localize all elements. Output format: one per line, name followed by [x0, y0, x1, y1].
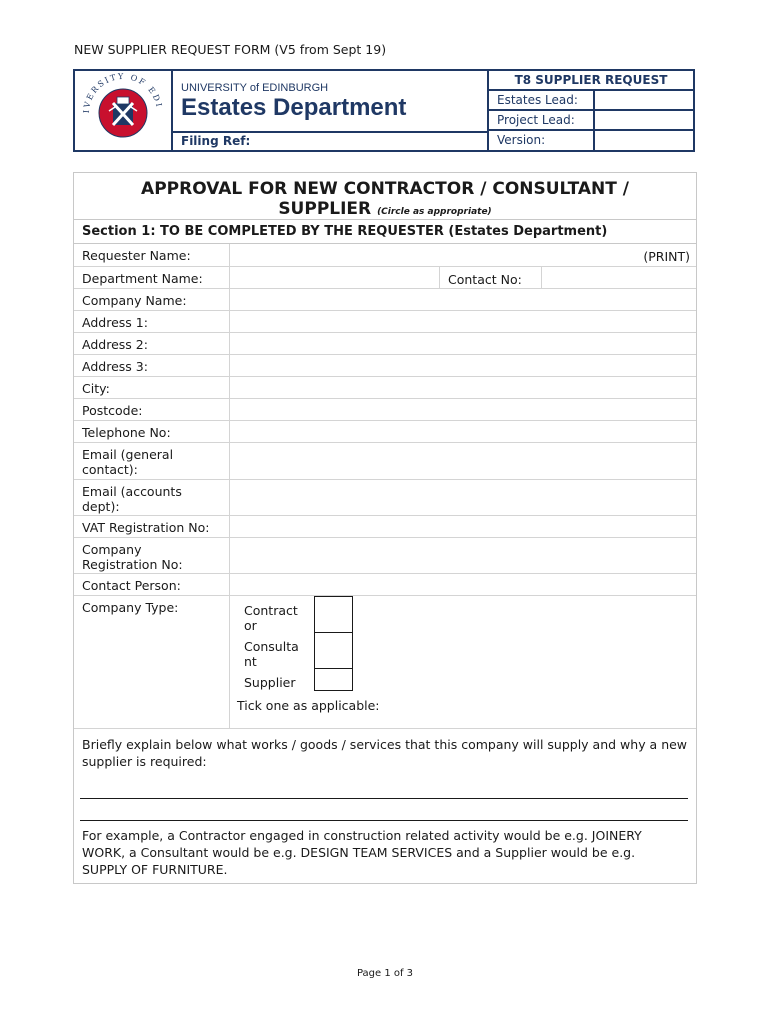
row-telephone — [74, 421, 696, 443]
row-postcode — [74, 399, 696, 421]
row-requester-name — [74, 244, 696, 267]
city-label: City: — [82, 381, 110, 396]
vat-label: VAT Registration No: — [82, 520, 210, 535]
row-department-name — [74, 267, 696, 289]
row-address-2 — [74, 333, 696, 355]
company-type-label: Company Type: — [82, 600, 179, 615]
type-contractor-label: Contract or — [244, 603, 298, 633]
telephone-label: Telephone No: — [82, 425, 171, 440]
header-right — [487, 71, 693, 150]
tick-note: Tick one as applicable: — [237, 698, 380, 713]
example-text: For example, a Contractor engaged in construction related activity would be e.g. JOINERY WORK, a Consultant would be e.g. DESIGN TEAM SERVICES and a Supplier would be e.g. SUPPLY OF FURNITURE. — [82, 828, 642, 877]
row-email-accounts — [74, 480, 696, 516]
type-consultant-label: Consulta nt — [244, 639, 299, 669]
university-logo — [75, 71, 173, 150]
address1-label: Address 1: — [82, 315, 148, 330]
section1-heading: Section 1: TO BE COMPLETED BY THE REQUESTER (Estates Department) — [74, 219, 696, 244]
version-field[interactable] — [593, 131, 693, 150]
form-title-supplier: SUPPLIER — [278, 199, 372, 219]
page-number: Page 1 of 3 — [356, 968, 414, 979]
row-company-registration — [74, 538, 696, 574]
type-supplier-label: Supplier — [244, 675, 296, 690]
requester-name-label: Requester Name: — [82, 248, 191, 263]
email-accounts-label: Email (accounts dept): — [82, 484, 182, 514]
type-consultant-checkbox[interactable] — [314, 632, 353, 669]
version-row — [489, 131, 693, 150]
document-title: NEW SUPPLIER REQUEST FORM (V5 from Sept 19) — [74, 42, 387, 57]
row-city — [74, 377, 696, 399]
contact-person-label: Contact Person: — [82, 578, 181, 593]
estates-lead-label: Estates Lead: — [497, 93, 578, 107]
row-contact-person — [74, 574, 696, 596]
form-title-note: (Circle as appropriate) — [377, 207, 492, 217]
estates-lead-row — [489, 91, 693, 111]
logo-text-top: IVERSITY OF EDI — [81, 71, 164, 114]
row-company-type — [74, 596, 696, 729]
row-address-3 — [74, 355, 696, 377]
version-label: Version: — [497, 133, 546, 147]
type-supplier-checkbox[interactable] — [314, 668, 353, 691]
form-title-line1: APPROVAL FOR NEW CONTRACTOR / CONSULTANT / — [141, 179, 629, 199]
header-middle — [173, 71, 487, 150]
t8-title: T8 SUPPLIER REQUEST — [489, 71, 693, 91]
company-registration-label: Company Registration No: — [82, 542, 183, 572]
address2-label: Address 2: — [82, 337, 148, 352]
contact-no-label: Contact No: — [448, 272, 522, 287]
type-contractor-checkbox[interactable] — [314, 596, 353, 633]
department-name: Estates Department — [181, 94, 407, 121]
row-vat — [74, 516, 696, 538]
header-block — [73, 69, 695, 152]
form-title — [74, 179, 696, 222]
project-lead-field[interactable] — [593, 111, 693, 129]
filing-ref-label: Filing Ref: — [173, 131, 487, 150]
department-name-label: Department Name: — [82, 271, 203, 286]
email-general-label: Email (general contact): — [82, 447, 174, 477]
company-name-label: Company Name: — [82, 293, 187, 308]
estates-lead-field[interactable] — [593, 91, 693, 109]
row-address-1 — [74, 311, 696, 333]
answer-line-1[interactable] — [80, 798, 688, 799]
print-note: (PRINT) — [643, 249, 690, 264]
address3-label: Address 3: — [82, 359, 148, 374]
project-lead-label: Project Lead: — [497, 113, 575, 127]
answer-line-2[interactable] — [80, 820, 688, 821]
row-email-general — [74, 443, 696, 480]
project-lead-row — [489, 111, 693, 131]
row-company-name — [74, 289, 696, 311]
postcode-label: Postcode: — [82, 403, 143, 418]
university-name: UNIVERSITY of EDINBURGH — [181, 82, 329, 94]
approval-form — [73, 172, 697, 884]
brief-instructions: Briefly explain below what works / goods / services that this company will supply and why a new supplier is required: — [82, 737, 688, 769]
